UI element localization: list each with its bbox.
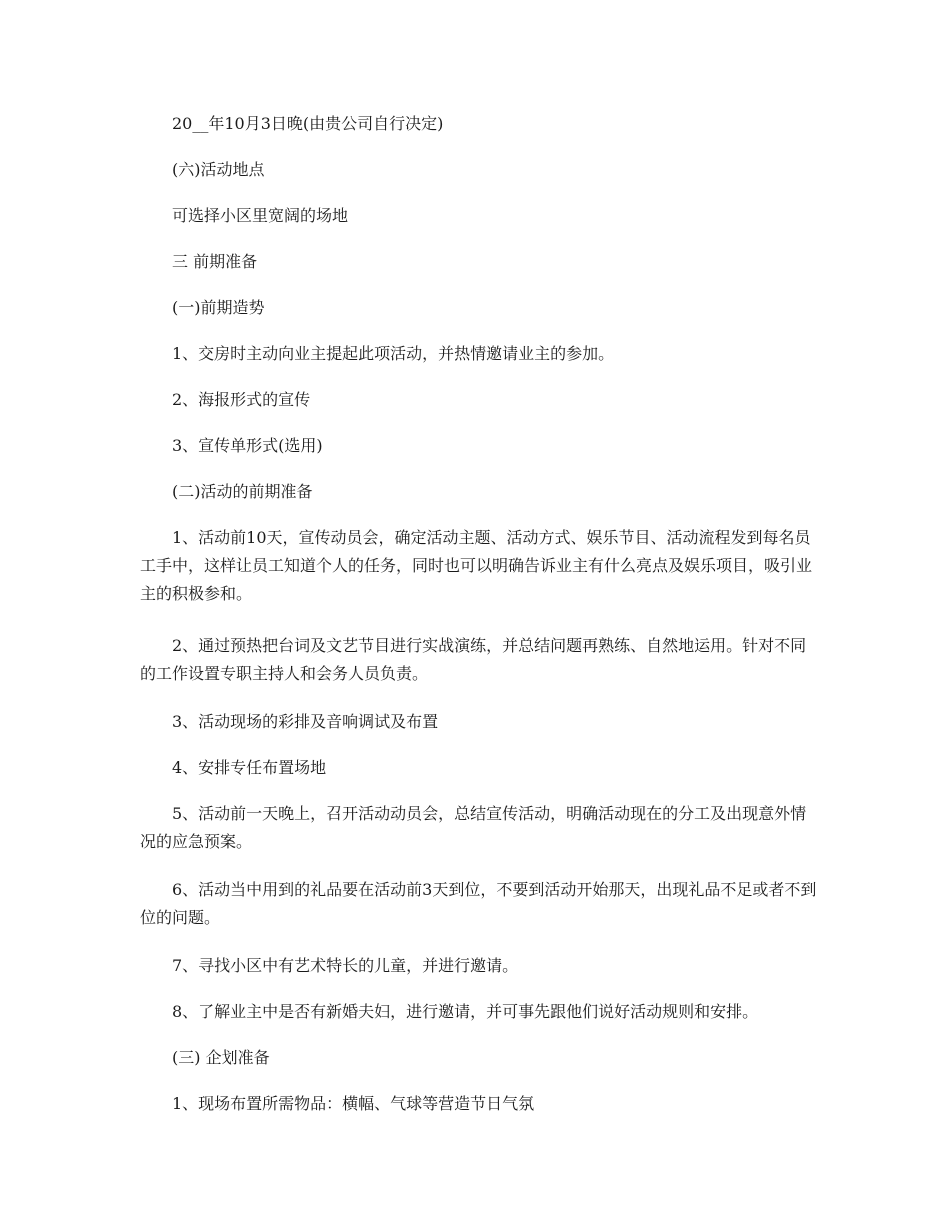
paragraph-location-detail: 可选择小区里宽阔的场地 [172, 206, 349, 225]
paragraph-preparation-7: 7、寻找小区中有艺术特长的儿童，并进行邀请。 [172, 956, 519, 975]
paragraph-preparation-3: 3、活动现场的彩排及音响调试及布置 [172, 712, 439, 731]
heading-early-promotion: (一)前期造势 [172, 298, 265, 317]
paragraph-preparation-5: 5、活动前一天晚上，召开活动动员会，总结宣传活动，明确活动现在的分工及出现意外情况的应急预案。 [140, 804, 807, 851]
paragraph-promotion-2: 2、海报形式的宣传 [172, 390, 311, 409]
heading-planning-preparation: (三) 企划准备 [172, 1048, 270, 1067]
heading-event-location: (六)活动地点 [172, 160, 265, 179]
paragraph-preparation-4: 4、安排专任布置场地 [172, 758, 327, 777]
heading-activity-preparation: (二)活动的前期准备 [172, 482, 313, 501]
paragraph-event-date: 20__年10月3日晚(由贵公司自行决定) [172, 114, 444, 133]
paragraph-preparation-8: 8、了解业主中是否有新婚夫妇，进行邀请，并可事先跟他们说好活动规则和安排。 [172, 1002, 759, 1021]
heading-preparation: 三 前期准备 [172, 252, 258, 271]
paragraph-preparation-6: 6、活动当中用到的礼品要在活动前3天到位，不要到活动开始那天，出现礼品不足或者不到位的问题。 [140, 880, 817, 927]
paragraph-preparation-2: 2、通过预热把台词及文艺节目进行实战演练，并总结问题再熟练、自然地运用。针对不同的工作设置专职主持人和会务人员负责。 [140, 636, 807, 683]
paragraph-promotion-1: 1、交房时主动向业主提起此项活动，并热情邀请业主的参加。 [172, 344, 615, 363]
paragraph-planning-1: 1、现场布置所需物品：横幅、气球等营造节日气氛 [172, 1094, 535, 1113]
paragraph-preparation-1: 1、活动前10天，宣传动员会，确定活动主题、活动方式、娱乐节目、活动流程发到每名员工手中，这样让员工知道个人的任务，同时也可以明确告诉业主有什么亮点及娱乐项目，吸引业主的积极参和。 [140, 528, 813, 603]
paragraph-promotion-3: 3、宣传单形式(选用) [172, 436, 323, 455]
